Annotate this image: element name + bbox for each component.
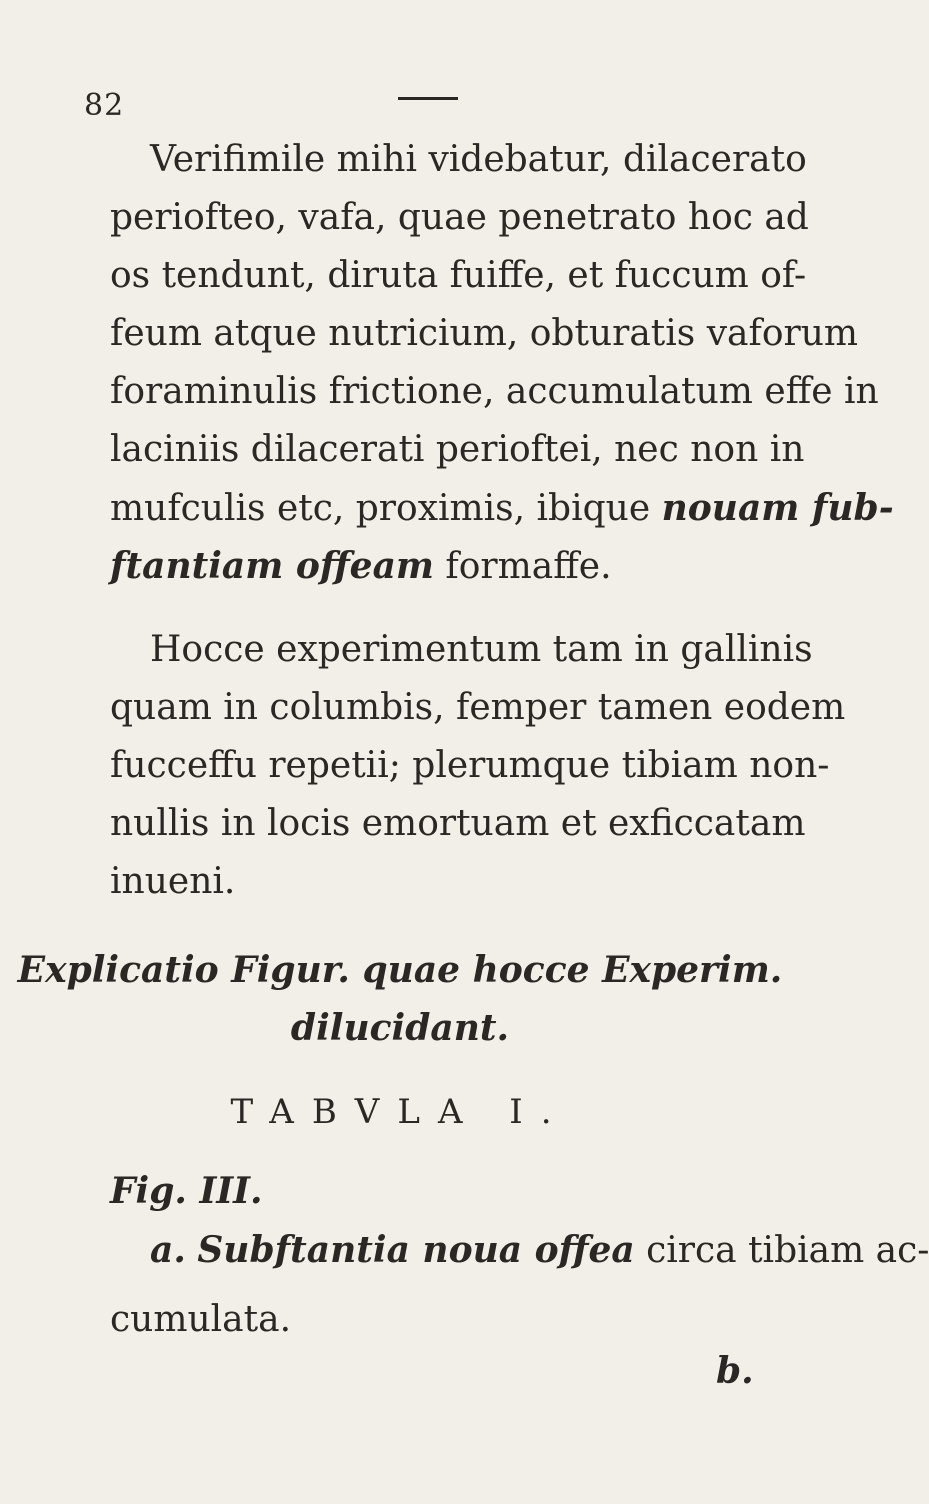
page-number: 82: [84, 88, 125, 123]
text-line: foraminulis frictione, accumulatum effe in: [110, 371, 879, 412]
text-line: Verifimile mihi videbatur, dilacerato: [150, 139, 807, 180]
text-line: periofteo, vafa, quae penetrato hoc ad: [110, 197, 809, 238]
text-line: quam in columbis, femper tamen eodem: [110, 687, 846, 728]
section-heading: Explicatio Figur. quae hocce Experim.: [17, 949, 783, 991]
tabula-title: TABVLA I.: [230, 1092, 570, 1132]
header-rule: [398, 97, 458, 100]
italic-span: nouam fub-: [661, 487, 894, 529]
figure-label: Fig. III.: [110, 1170, 263, 1212]
section-heading-cont: dilucidant.: [290, 1007, 510, 1049]
text-span: formaffe.: [433, 546, 612, 587]
text-line: os tendunt, diruta fuiffe, et fuccum of-: [110, 255, 807, 296]
text-line: [110, 488, 894, 529]
text-line: cumulata.: [110, 1299, 292, 1340]
text-line: [150, 1230, 929, 1271]
catchword: b.: [716, 1350, 754, 1392]
text-line: fucceffu repetii; plerumque tibiam non-: [110, 745, 830, 786]
text-line: Hocce experimentum tam in gallinis: [150, 629, 813, 670]
text-line: laciniis dilacerati perioftei, nec non in: [110, 429, 805, 470]
text-span: circa tibiam ac-: [634, 1230, 929, 1271]
text-span: mufculis etc, proximis, ibique: [110, 488, 662, 529]
italic-span: Subftantia noua offea: [197, 1229, 635, 1271]
text-line: [110, 546, 612, 587]
text-line: inueni.: [110, 861, 236, 902]
italic-span: ftantiam offeam: [110, 545, 434, 587]
text-line: nullis in locis emortuam et exficcatam: [110, 803, 806, 844]
item-label: a.: [150, 1229, 186, 1271]
text-line: feum atque nutricium, obturatis vaforum: [110, 313, 859, 354]
